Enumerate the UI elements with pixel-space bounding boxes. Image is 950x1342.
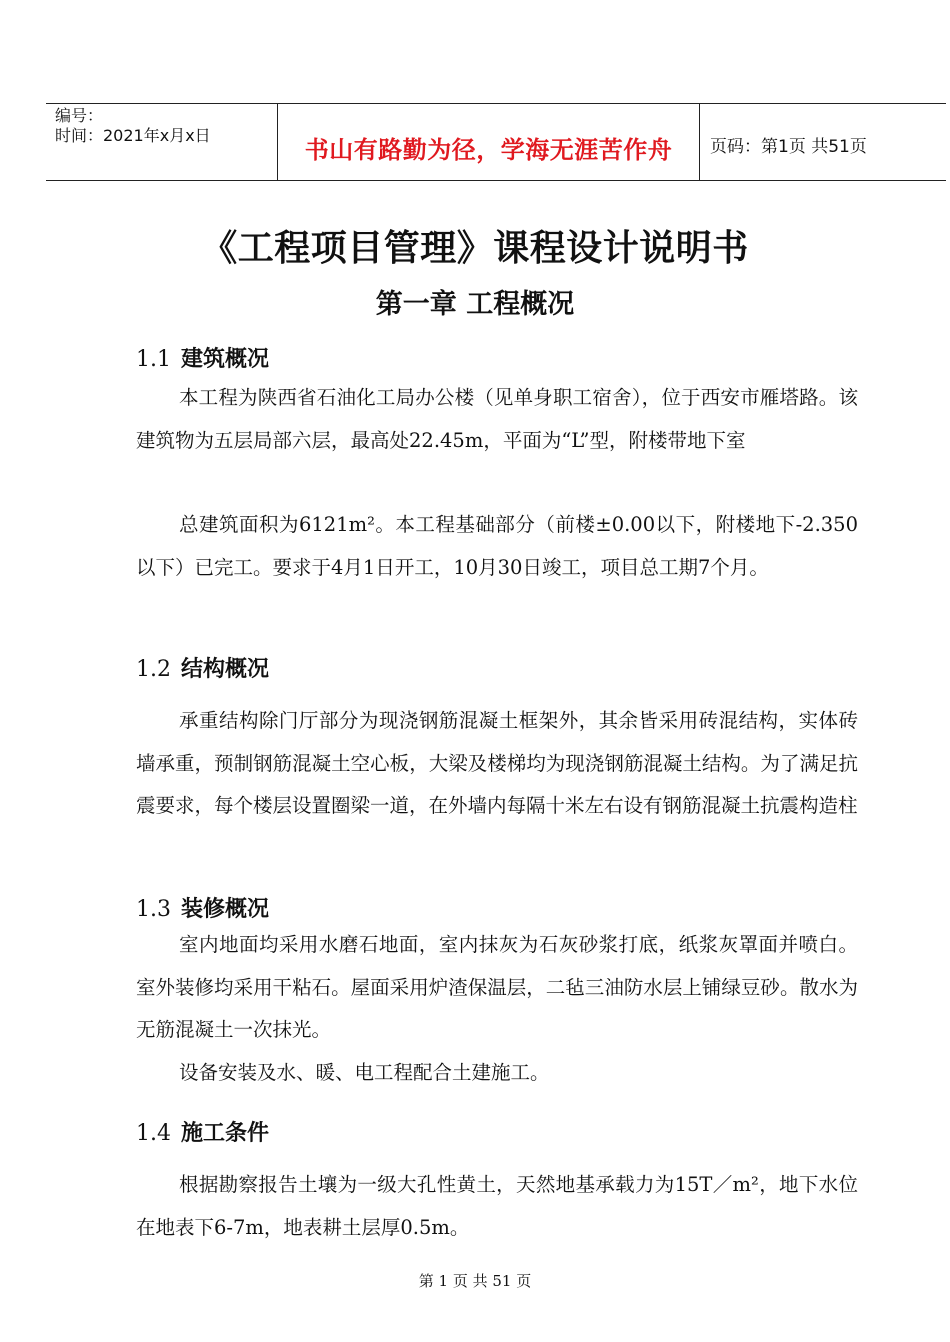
paragraph: 承重结构除门厅部分为现浇钢筋混凝土框架外，其余皆采用砖混结构，实体砖墙承重，预制钢筋混凝土空心板，大梁及楼梯均为现浇钢筋混凝土结构。为了满足抗震要求，每个楼层设置圈梁一道，在外墙内每隔十米左右设有钢筋混凝土抗震构造柱 — [136, 709, 858, 817]
section-number: 1.3 — [136, 897, 171, 922]
section-title: 结构概况 — [181, 657, 270, 682]
paragraph: 室内地面均采用水磨石地面，室内抹灰为石灰砂浆打底，纸浆灰罩面并喷白。室外装修均采用干粘石。屋面采用炉渣保温层，二毡三油防水层上铺绿豆砂。散水为无筋混凝土一次抹光。 — [136, 933, 858, 1041]
time-label: 时间：2021年x月x日 — [55, 126, 211, 145]
section-heading-1-3 — [136, 892, 269, 923]
number-label: 编号： — [55, 106, 104, 125]
header-page-info: 页码：第1页 共51页 — [710, 137, 867, 157]
header-meta-cell — [46, 104, 278, 180]
section-heading-1-2 — [136, 652, 269, 683]
section-title: 建筑概况 — [181, 347, 270, 372]
page-footer: 第 1 页 共 51 页 — [418, 1272, 532, 1290]
chapter-title: 第一章 工程概况 — [375, 289, 575, 320]
page-header — [46, 103, 946, 181]
paragraph: 本工程为陕西省石油化工局办公楼（见单身职工宿舍），位于西安市雁塔路。该建筑物为五层局部六层，最高处22.45m，平面为“L”型，附楼带地下室 — [136, 386, 858, 452]
document-title: 《工程项目管理》课程设计说明书 — [201, 228, 749, 269]
section-heading-1-4 — [136, 1116, 269, 1147]
paragraph: 总建筑面积为6121m²。本工程基础部分（前楼±0.00以下，附楼地下-2.350以下）已完工。要求于4月1日开工，10月30日竣工，项目总工期7个月。 — [136, 513, 858, 579]
section-heading-1-1 — [136, 342, 269, 373]
header-motto: 书山有路勤为径，学海无涯苦作舟 — [278, 104, 700, 180]
section-number: 1.2 — [136, 657, 171, 682]
section-number: 1.1 — [136, 347, 171, 372]
section-title: 装修概况 — [181, 897, 270, 922]
paragraph: 根据勘察报告土壤为一级大孔性黄土，天然地基承载力为15T／m²，地下水位在地表下6-7m，地表耕土层厚0.5m。 — [136, 1173, 858, 1239]
section-number: 1.4 — [136, 1121, 171, 1146]
paragraph: 设备安装及水、暖、电工程配合土建施工。 — [179, 1061, 550, 1084]
section-title: 施工条件 — [181, 1121, 270, 1146]
